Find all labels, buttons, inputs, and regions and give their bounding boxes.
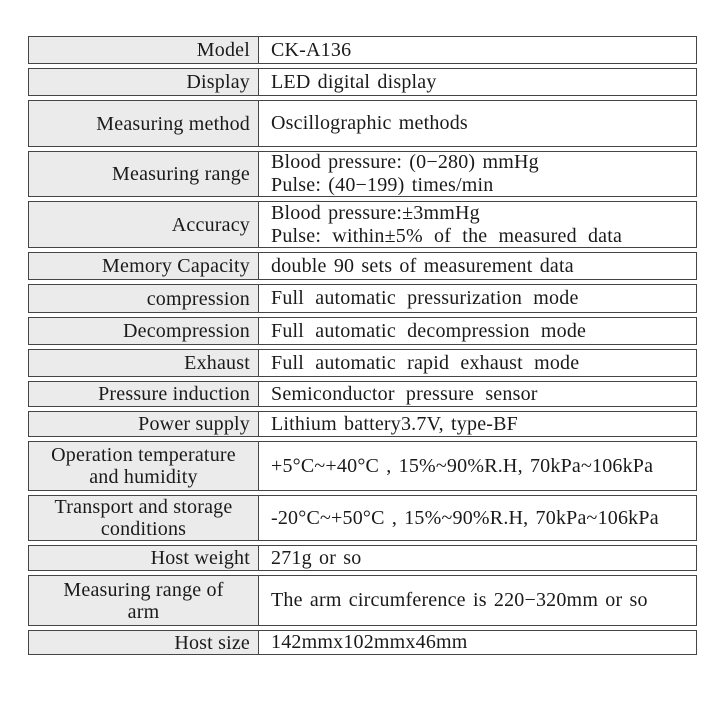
row-compression bbox=[28, 284, 697, 313]
spec-value bbox=[259, 496, 696, 540]
spec-label bbox=[29, 285, 259, 312]
spec-value-line2: Pulse: (40−199) times/min bbox=[271, 174, 494, 196]
spec-label-text: Power supply bbox=[138, 413, 250, 435]
row-accuracy bbox=[28, 201, 697, 248]
spec-label-text: Display bbox=[186, 71, 250, 93]
spec-label bbox=[29, 382, 259, 406]
spec-value bbox=[259, 285, 696, 312]
spec-value-text: Lithium battery3.7V, type-BF bbox=[271, 412, 518, 435]
row-host-size bbox=[28, 630, 697, 655]
spec-label-text: Host weight bbox=[150, 547, 250, 569]
spec-value bbox=[259, 202, 696, 247]
spec-label-text: compression bbox=[146, 287, 250, 310]
spec-label bbox=[29, 152, 259, 196]
row-operation-temperature bbox=[28, 441, 697, 491]
spec-value-text: Oscillographic methods bbox=[271, 112, 468, 134]
spec-value-text: Full automatic pressurization mode bbox=[271, 287, 579, 309]
spec-label-text: Host size bbox=[174, 631, 250, 654]
spec-label-line2: arm bbox=[127, 600, 160, 623]
spec-value-text: 142mmx102mmx46mm bbox=[271, 631, 468, 653]
spec-value bbox=[259, 631, 696, 654]
spec-value bbox=[259, 576, 696, 625]
row-host-weight bbox=[28, 545, 697, 571]
row-measuring-method bbox=[28, 100, 697, 147]
spec-label-text: Accuracy bbox=[171, 213, 250, 236]
row-power-supply bbox=[28, 411, 697, 437]
row-pressure-induction bbox=[28, 381, 697, 407]
spec-value bbox=[259, 253, 696, 279]
row-model bbox=[28, 36, 697, 64]
spec-value bbox=[259, 318, 696, 344]
spec-value bbox=[259, 412, 696, 436]
spec-value-text: CK-A136 bbox=[271, 38, 352, 61]
spec-value-line1: Blood pressure: (0−280) mmHg bbox=[271, 151, 539, 173]
spec-label-text: Pressure induction bbox=[98, 383, 250, 405]
row-decompression bbox=[28, 317, 697, 345]
spec-value-text: Full automatic rapid exhaust mode bbox=[271, 351, 580, 374]
spec-value bbox=[259, 69, 696, 95]
spec-label-text: Exhaust bbox=[184, 352, 250, 374]
spec-label-text: Decompression bbox=[122, 320, 250, 342]
spec-label bbox=[29, 101, 259, 146]
spec-label bbox=[29, 576, 259, 625]
spec-label bbox=[29, 496, 259, 540]
spec-label-text: Memory Capacity bbox=[102, 255, 250, 277]
spec-label-line1: Measuring range of bbox=[63, 578, 224, 601]
spec-value-line1: Blood pressure:±3mmHg bbox=[271, 201, 480, 224]
spec-value bbox=[259, 546, 696, 570]
spec-label bbox=[29, 253, 259, 279]
spec-label bbox=[29, 350, 259, 376]
spec-label-line1: Transport and storage bbox=[54, 496, 233, 518]
row-measuring-range-arm bbox=[28, 575, 697, 626]
row-transport-storage bbox=[28, 495, 697, 541]
spec-value bbox=[259, 350, 696, 376]
spec-value bbox=[259, 442, 696, 490]
spec-label bbox=[29, 412, 259, 436]
spec-value bbox=[259, 152, 696, 196]
spec-label-text: Model bbox=[196, 39, 250, 61]
spec-label bbox=[29, 202, 259, 247]
spec-value-text: -20°C~+50°C , 15%~90%R.H, 70kPa~106kPa bbox=[271, 506, 659, 529]
spec-value-text: The arm circumference is 220−320mm or so bbox=[271, 589, 648, 611]
spec-value bbox=[259, 101, 696, 146]
spec-value bbox=[259, 382, 696, 406]
spec-value-line2: Pulse: within±5% of the measured data bbox=[271, 224, 623, 247]
spec-value-text: Full automatic decompression mode bbox=[271, 319, 587, 342]
row-memory-capacity bbox=[28, 252, 697, 280]
spec-value-text: double 90 sets of measurement data bbox=[271, 254, 574, 277]
spec-label-text: Measuring method bbox=[96, 112, 250, 135]
spec-value-text: Semiconductor pressure sensor bbox=[271, 382, 538, 405]
spec-value-text: 271g or so bbox=[271, 546, 362, 569]
spec-label-line2: conditions bbox=[100, 518, 187, 540]
spec-label bbox=[29, 442, 259, 490]
spec-label-text: Measuring range bbox=[112, 163, 250, 185]
row-exhaust bbox=[28, 349, 697, 377]
spec-value-text: +5°C~+40°C , 15%~90%R.H, 70kPa~106kPa bbox=[271, 454, 654, 477]
spec-label-line2: and humidity bbox=[89, 466, 198, 488]
spec-value-text: LED digital display bbox=[271, 70, 437, 93]
spec-label bbox=[29, 37, 259, 63]
spec-label bbox=[29, 69, 259, 95]
spec-label bbox=[29, 318, 259, 344]
spec-label-line1: Operation temperature bbox=[51, 444, 236, 466]
row-display bbox=[28, 68, 697, 96]
row-measuring-range bbox=[28, 151, 697, 197]
spec-label bbox=[29, 631, 259, 654]
spec-value bbox=[259, 37, 696, 63]
spec-label bbox=[29, 546, 259, 570]
spec-table bbox=[28, 36, 697, 659]
